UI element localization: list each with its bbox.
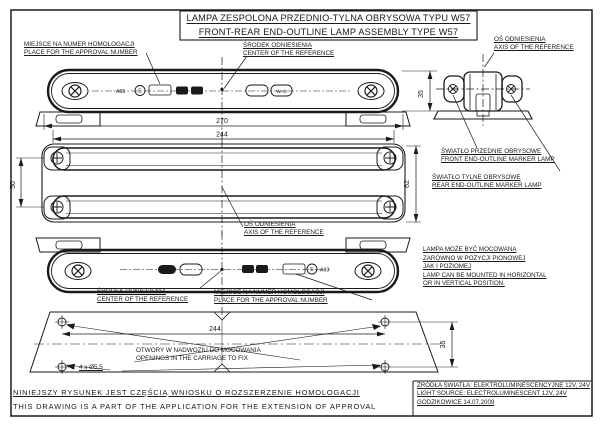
e-mark: E xyxy=(138,88,142,95)
mounting-note: LAMPA MOŻE BYĆ MOCOWANA ZARÓWNO W POZYCJI PIONOWEJ JAK I POZIOMEJ LAMP CAN BE MOUNTED IN HORIZONTAL OR IN VERTICAL POSITION. xyxy=(423,246,547,288)
label-rear-lamp: ŚWIATŁO TYLNE OBRYSOWE REAR END-OUTLINE MARKER LAMP xyxy=(432,174,542,190)
svg-text:35: 35 xyxy=(418,90,425,98)
label-center-ref-top: ŚRODEK ODNIESIENIA CENTER OF THE REFERENCE xyxy=(243,42,335,58)
svg-text:35: 35 xyxy=(440,340,447,349)
dim-overall-length xyxy=(44,114,403,130)
label-axis-ref-top: OŚ ODNIESIENIA AXIS OF THE REFERENCE xyxy=(494,36,574,52)
approval-code-marking: A03 xyxy=(116,89,126,95)
dim-mounting-length xyxy=(53,130,394,143)
label-approval-bottom: MIEJSCE NA NUMER HOMOLOGACJI PLACE FOR THE APPROVAL NUMBER xyxy=(214,289,328,305)
label-holes-spec: 4 x Ø5,5 xyxy=(79,364,103,371)
label-front-lamp: ŚWIATŁO PRZEDNIE OBRYSOWE FRONT END-OUTLINE MARKER LAMP xyxy=(441,148,555,164)
svg-text:62: 62 xyxy=(404,180,411,188)
dim-assembly-depth xyxy=(404,146,421,222)
footer-note-pl: NINIEJSZY RYSUNEK JEST CZĘŚCIĄ WNIOSKU O ROZSZERZENIE HOMOLOGACJI xyxy=(13,388,360,397)
svg-text:50: 50 xyxy=(10,181,17,189)
brand-marking: WAŚ xyxy=(276,90,287,95)
label-center-ref-bottom: ŚRODEK ODNIESIENIA CENTER OF THE REFERENCE xyxy=(97,288,189,304)
label-approval-top: MIEJSCE NA NUMER HOMOLOGACJI PLACE FOR THE APPROVAL NUMBER xyxy=(24,41,138,57)
svg-text:244: 244 xyxy=(209,326,221,333)
label-openings: OTWORY W NADWOZIU DO MOCOWANIA OPENINGS IN THE CARRIAGE TO FIX xyxy=(136,347,261,363)
top-view xyxy=(42,140,405,236)
title-pl: LAMPA ZESPOLONA PRZEDNIO-TYLNA OBRYSOWA TYPU W57 xyxy=(186,13,471,23)
rear-view xyxy=(36,232,410,318)
e-mark: E xyxy=(310,267,314,273)
title-block xyxy=(180,11,477,39)
title-en: FRONT-REAR END-OUTLINE LAMP ASSEMBLY TYPE W57 xyxy=(198,27,459,37)
place-date: GODZIKOWICE 14.07.2009 xyxy=(417,398,495,406)
svg-text:244: 244 xyxy=(216,131,228,139)
approval-code-marking: A03 xyxy=(320,267,330,274)
light-source-en: LIGHT SOURCE: ELECTROLUMINESCENT 12V, 24V xyxy=(417,390,567,398)
footer-light-source xyxy=(417,382,590,407)
label-axis-ref-mid: OŚ ODNIESIENIA AXIS OF THE REFERENCE xyxy=(244,221,324,237)
footer-note-en: THIS DRAWING IS A PART OF THE APPLICATION FOR THE EXTENSION OF APPROVAL xyxy=(13,401,377,411)
light-source-pl: ŹRÓDŁA ŚWIATŁA: ELEKTROLUMINESCENCYJNE 12V, 24V xyxy=(417,382,590,389)
dim-front-rear-spacing xyxy=(10,158,44,207)
svg-text:270: 270 xyxy=(216,118,228,125)
dim-lamp-height xyxy=(402,71,437,111)
footer-note xyxy=(13,386,376,413)
dim-holes-spacing-x xyxy=(62,326,385,336)
dim-holes-spacing-y xyxy=(392,322,458,367)
